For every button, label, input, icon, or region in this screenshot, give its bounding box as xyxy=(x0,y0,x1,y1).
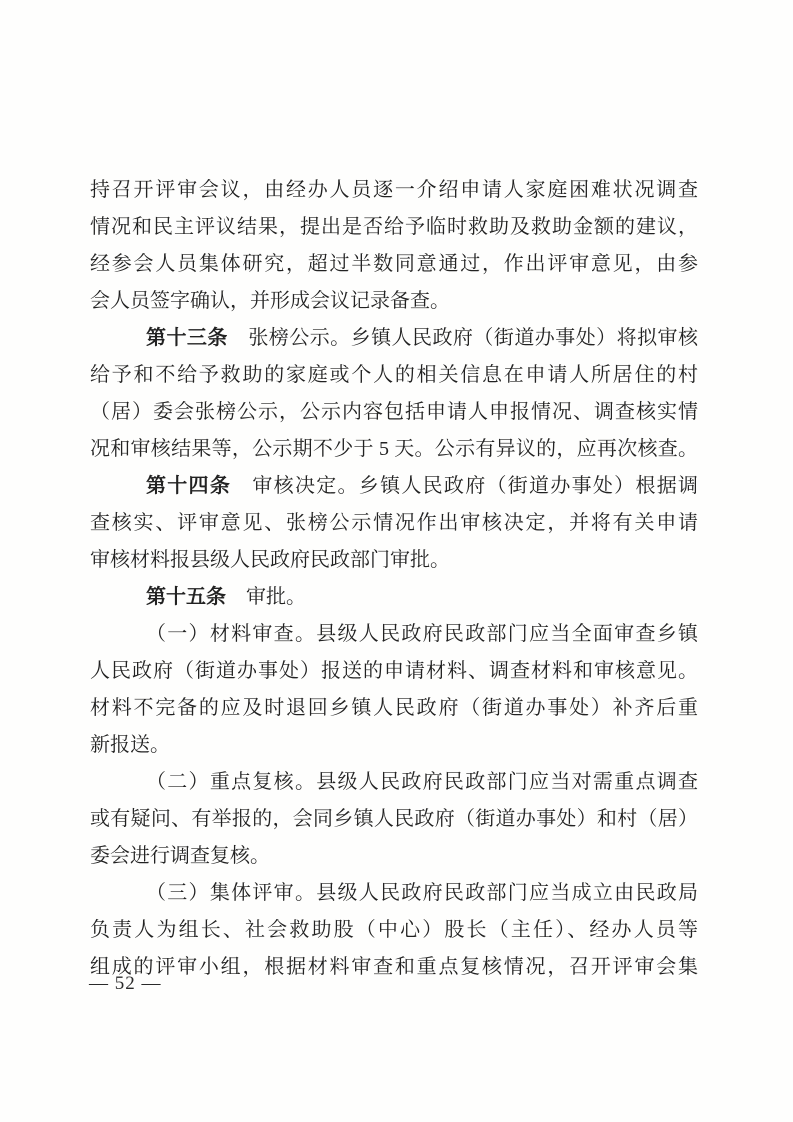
line-text: 人民政府（街道办事处）报送的申请材料、调查材料和审核意见。 xyxy=(90,660,698,682)
text-line xyxy=(90,172,698,209)
text-line xyxy=(90,653,698,690)
text-line xyxy=(90,579,698,616)
paragraph-item-2 xyxy=(90,764,698,875)
line-text: 会人员签字确认，并形成会议记录备查。 xyxy=(90,290,450,312)
article-number-15: 第十五条 xyxy=(146,586,226,608)
line-text: 审核材料报县级人民政府民政部门审批。 xyxy=(90,549,450,571)
line-text: 新报送。 xyxy=(90,734,170,756)
paragraph-continuation xyxy=(90,172,698,320)
text-line xyxy=(90,542,698,579)
paragraph-item-3 xyxy=(90,875,698,986)
page-number: — 52 — xyxy=(89,973,162,994)
line-text: 持召开评审会议，由经办人员逐一介绍申请人家庭困难状况调查 xyxy=(90,179,698,201)
article-number-14: 第十四条 xyxy=(146,475,232,497)
line-text: 经参会人员集体研究，超过半数同意通过，作出评审意见，由参 xyxy=(90,253,698,275)
line-text: 况和审核结果等，公示期不少于 5 天。公示有异议的，应再次核查。 xyxy=(90,438,698,460)
line-text: （三）集体评审。县级人民政府民政部门应当成立由民政局 xyxy=(146,882,698,904)
text-line xyxy=(90,468,698,505)
paragraph-article-13 xyxy=(90,320,698,468)
text-line xyxy=(90,764,698,801)
text-line xyxy=(90,320,698,357)
line-text: （居）委会张榜公示，公示内容包括申请人申报情况、调查核实情 xyxy=(90,401,698,423)
text-line xyxy=(90,394,698,431)
text-line xyxy=(90,357,698,394)
line-text: 组成的评审小组，根据材料审查和重点复核情况，召开评审会集 xyxy=(90,956,698,978)
paragraph-article-14 xyxy=(90,468,698,579)
line-text: 材料不完备的应及时退回乡镇人民政府（街道办事处）补齐后重 xyxy=(90,697,698,719)
line-text: 负责人为组长、社会救助股（中心）股长（主任）、经办人员等 xyxy=(90,919,698,941)
document-text-block xyxy=(90,172,698,986)
article-number-13: 第十三条 xyxy=(146,327,228,349)
paragraph-article-15 xyxy=(90,579,698,616)
line-text: 查核实、评审意见、张榜公示情况作出审核决定，并将有关申请 xyxy=(90,512,698,534)
line-text: 给予和不给予救助的家庭或个人的相关信息在申请人所居住的村 xyxy=(90,364,698,386)
text-line xyxy=(90,616,698,653)
line-text: 委会进行调查复核。 xyxy=(90,845,270,867)
text-line xyxy=(90,283,698,320)
text-line xyxy=(90,801,698,838)
text-line xyxy=(90,838,698,875)
line-text: （二）重点复核。县级人民政府民政部门应当对需重点调查 xyxy=(146,771,698,793)
line-text: （一）材料审查。县级人民政府民政部门应当全面审查乡镇 xyxy=(146,623,698,645)
text-line xyxy=(90,912,698,949)
line-text: 或有疑问、有举报的，会同乡镇人民政府（街道办事处）和村（居） xyxy=(90,808,698,830)
line-text: 审核决定。乡镇人民政府（街道办事处）根据调 xyxy=(231,475,699,497)
text-line xyxy=(90,431,698,468)
line-text: 情况和民主评议结果，提出是否给予临时救助及救助金额的建议， xyxy=(90,216,698,238)
text-line xyxy=(90,949,698,986)
text-line xyxy=(90,209,698,246)
text-line xyxy=(90,246,698,283)
text-line xyxy=(90,875,698,912)
text-line xyxy=(90,505,698,542)
line-text: 张榜公示。乡镇人民政府（街道办事处）将拟审核 xyxy=(227,327,699,349)
line-text: 审批。 xyxy=(226,586,306,608)
paragraph-item-1 xyxy=(90,616,698,764)
text-line xyxy=(90,727,698,764)
text-line xyxy=(90,690,698,727)
